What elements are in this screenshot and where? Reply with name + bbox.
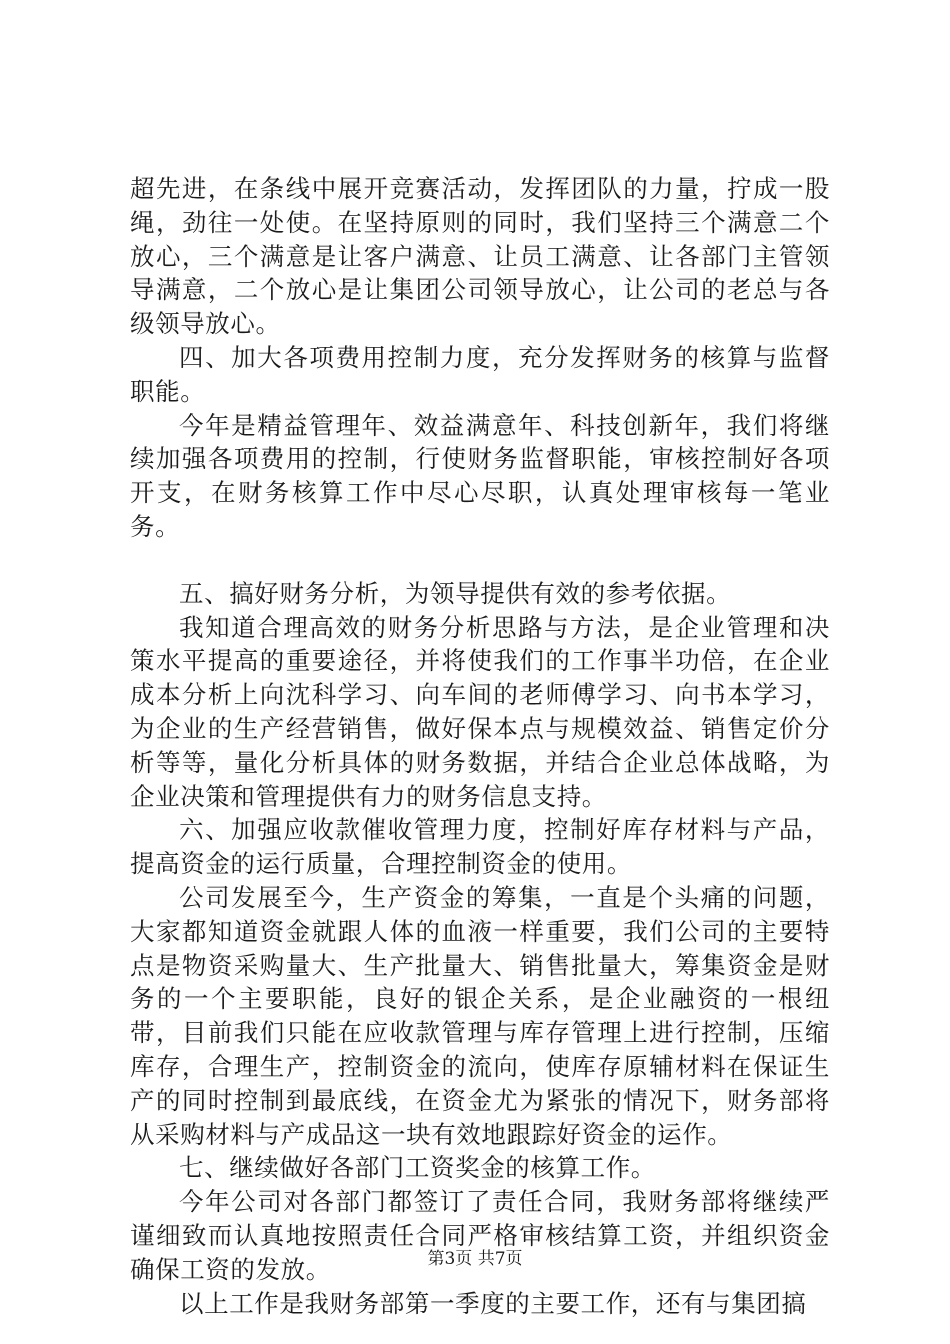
paragraph-cost-control: 今年是精益管理年、效益满意年、科技创新年，我们将继续加强各项费用的控制，行使财务监督职能，审核控制好各项开支，在财务核算工作中尽心尽职，认真处理审核每一笔业务。	[130, 410, 830, 541]
section-heading-seven: 七、继续做好各部门工资奖金的核算工作。	[179, 1153, 656, 1183]
section-heading-four: 四、加大各项费用控制力度，充分发挥财务的核算与监督职能。	[130, 342, 830, 406]
paragraph-continuation: 超先进，在条线中展开竞赛活动，发挥团队的力量，拧成一股绳，劲往一处使。在坚持原则的同时，我们坚持三个满意二个放心，三个满意是让客户满意、让员工满意、让各部门主管领导满意，二个放心是让集团公司领导放心，让公司的老总与各级领导放心。	[130, 174, 830, 339]
page-number-footer: 第3页 共7页	[427, 1249, 523, 1269]
section-heading-six: 六、加强应收款催收管理力度，控制好库存材料与产品，提高资金的运行质量，合理控制资金的使用。	[130, 815, 830, 879]
document-body	[130, 172, 830, 1320]
paragraph-financial-analysis: 我知道合理高效的财务分析思路与方法，是企业管理和决策水平提高的重要途径，并将使我们的工作事半功倍，在企业成本分析上向沈科学习、向车间的老师傅学习、向书本学习，为企业的生产经营销售，做好保本点与规模效益、销售定价分析等等，量化分析具体的财务数据，并结合企业总体战略，为企业决策和管理提供有力的财务信息支持。	[130, 612, 830, 811]
section-heading-five: 五、搞好财务分析，为领导提供有效的参考依据。	[179, 578, 732, 608]
paragraph-summary: 以上工作是我财务部第一季度的主要工作，还有与集团搞	[179, 1288, 807, 1318]
paragraph-funding: 公司发展至今，生产资金的筹集，一直是个头痛的问题，大家都知道资金就跟人体的血液一样重要，我们公司的主要特点是物资采购量大、生产批量大、销售批量大，筹集资金是财务的一个主要职能，良好的银企关系，是企业融资的一根纽带，目前我们只能在应收款管理与库存管理上进行控制，压缩库存，合理生产，控制资金的流向，使库存原辅材料在保证生产的同时控制到最底线，在资金尤为紧张的情况下，财务部将从采购材料与产成品这一块有效地跟踪好资金的运作。	[130, 882, 830, 1149]
paragraph-wages: 今年公司对各部门都签订了责任合同，我财务部将继续严谨细致而认真地按照责任合同严格审核结算工资，并组织资金确保工资的发放。	[130, 1187, 830, 1284]
